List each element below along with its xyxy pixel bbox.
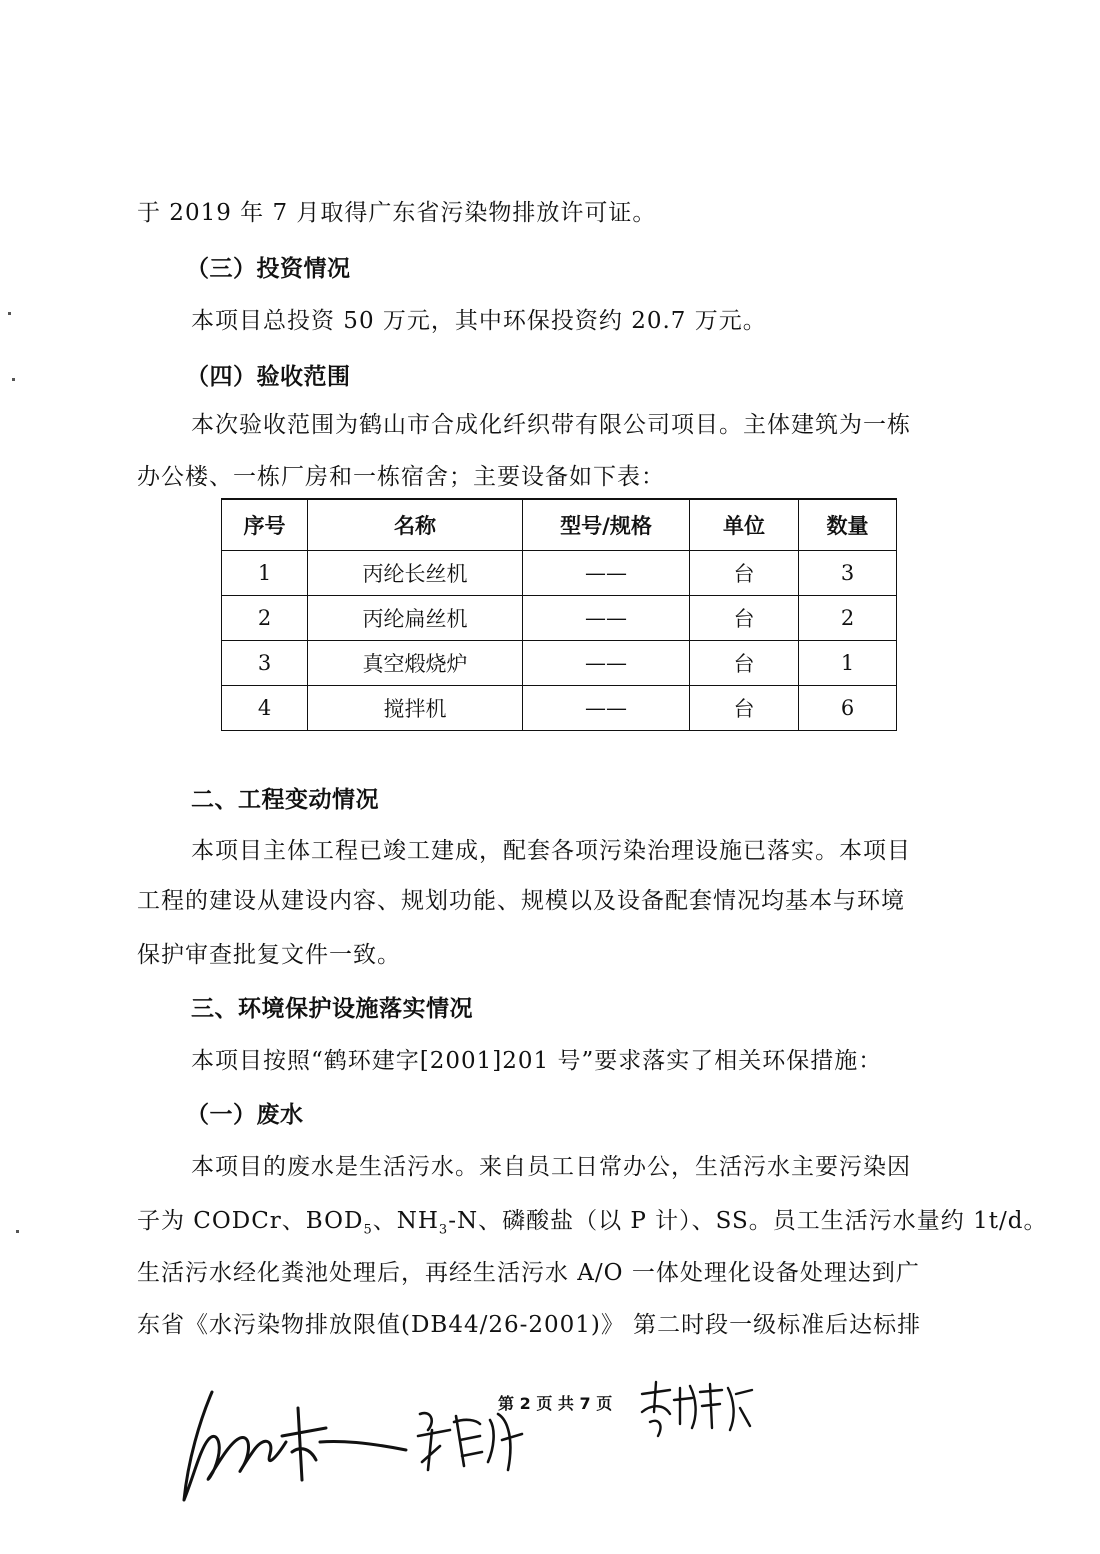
table-cell: —— — [523, 596, 690, 641]
table-cell: 丙纶长丝机 — [308, 551, 523, 596]
table-header-row — [222, 499, 897, 551]
table-cell: —— — [523, 641, 690, 686]
section-heading-scope: （四）验收范围 — [186, 364, 351, 390]
table-cell: 台 — [690, 551, 799, 596]
table-cell: 台 — [690, 596, 799, 641]
paragraph-line: 本项目总投资 50 万元，其中环保投资约 20.7 万元。 — [191, 308, 767, 334]
table-cell: 3 — [222, 641, 308, 686]
handwritten-signature-3 — [636, 1378, 756, 1443]
section-heading-changes: 二、工程变动情况 — [191, 787, 379, 813]
table-cell: —— — [523, 686, 690, 731]
table-cell: 搅拌机 — [308, 686, 523, 731]
section-heading-wastewater: （一）废水 — [186, 1102, 304, 1128]
paragraph-line: 本项目主体工程已竣工建成，配套各项污染治理设施已落实。本项目 — [191, 838, 911, 864]
paragraph-line: 本项目按照“鹤环建字[2001]201 号”要求落实了相关环保措施： — [191, 1048, 883, 1074]
page-number-middle: 页 共 — [536, 1394, 574, 1413]
table-cell: 6 — [799, 686, 897, 731]
page-number-suffix: 页 — [596, 1394, 613, 1413]
page-total: 7 — [579, 1394, 591, 1413]
subscript: 5 — [363, 1222, 373, 1238]
table-row — [222, 596, 897, 641]
paragraph-line: 本项目的废水是生活污水。来自员工日常办公，生活污水主要污染因 — [191, 1154, 911, 1180]
paragraph-line: 工程的建设从建设内容、规划功能、规模以及设备配套情况均基本与环境 — [137, 888, 905, 914]
table-cell: 台 — [690, 686, 799, 731]
table-row — [222, 641, 897, 686]
subscript: 3 — [438, 1222, 449, 1238]
paragraph-line: 生活污水经化粪池处理后，再经生活污水 A/O 一体处理化设备处理达到广 — [137, 1260, 920, 1286]
table-row — [222, 551, 897, 596]
text-run: 、NH — [372, 1208, 439, 1234]
table-cell: 4 — [222, 686, 308, 731]
table-cell: 1 — [222, 551, 308, 596]
scan-artifact — [16, 1230, 19, 1233]
table-cell: 3 — [799, 551, 897, 596]
table-cell: 2 — [222, 596, 308, 641]
column-header: 序号 — [222, 499, 308, 551]
paragraph-line: 保护审查批复文件一致。 — [137, 942, 401, 968]
section-heading-environment: 三、环境保护设施落实情况 — [191, 996, 473, 1022]
table-cell: 2 — [799, 596, 897, 641]
paragraph-line: 本次验收范围为鹤山市合成化纤织带有限公司项目。主体建筑为一栋 — [191, 412, 911, 438]
paragraph-line: 东省《水污染物排放限值(DB44/26-2001)》 第二时段一级标准后达标排 — [137, 1312, 922, 1338]
page-number-prefix: 第 — [498, 1394, 515, 1413]
column-header: 数量 — [799, 499, 897, 551]
handwritten-signature-2 — [410, 1400, 530, 1480]
column-header: 名称 — [308, 499, 523, 551]
table-cell: 台 — [690, 641, 799, 686]
column-header: 型号/规格 — [523, 499, 690, 551]
paragraph-line: 办公楼、一栋厂房和一栋宿舍；主要设备如下表： — [137, 464, 665, 490]
scan-artifact — [8, 312, 11, 315]
column-header: 单位 — [690, 499, 799, 551]
paragraph-line: 于 2019 年 7 月取得广东省污染物排放许可证。 — [137, 200, 657, 226]
page-current: 2 — [519, 1394, 531, 1413]
handwritten-signature-1 — [170, 1380, 410, 1515]
section-heading-investment: （三）投资情况 — [186, 256, 351, 282]
equipment-table — [221, 498, 897, 731]
text-run: 子为 CODCr、BOD — [137, 1208, 364, 1234]
paragraph-line — [137, 1206, 1047, 1246]
table-cell: —— — [523, 551, 690, 596]
table-cell: 真空煅烧炉 — [308, 641, 523, 686]
table-row — [222, 686, 897, 731]
text-run: -N、磷酸盐（以 P 计）、SS。员工生活污水量约 1t/d。 — [448, 1208, 1048, 1234]
scan-artifact — [12, 378, 15, 381]
table-cell: 1 — [799, 641, 897, 686]
table-cell: 丙纶扁丝机 — [308, 596, 523, 641]
